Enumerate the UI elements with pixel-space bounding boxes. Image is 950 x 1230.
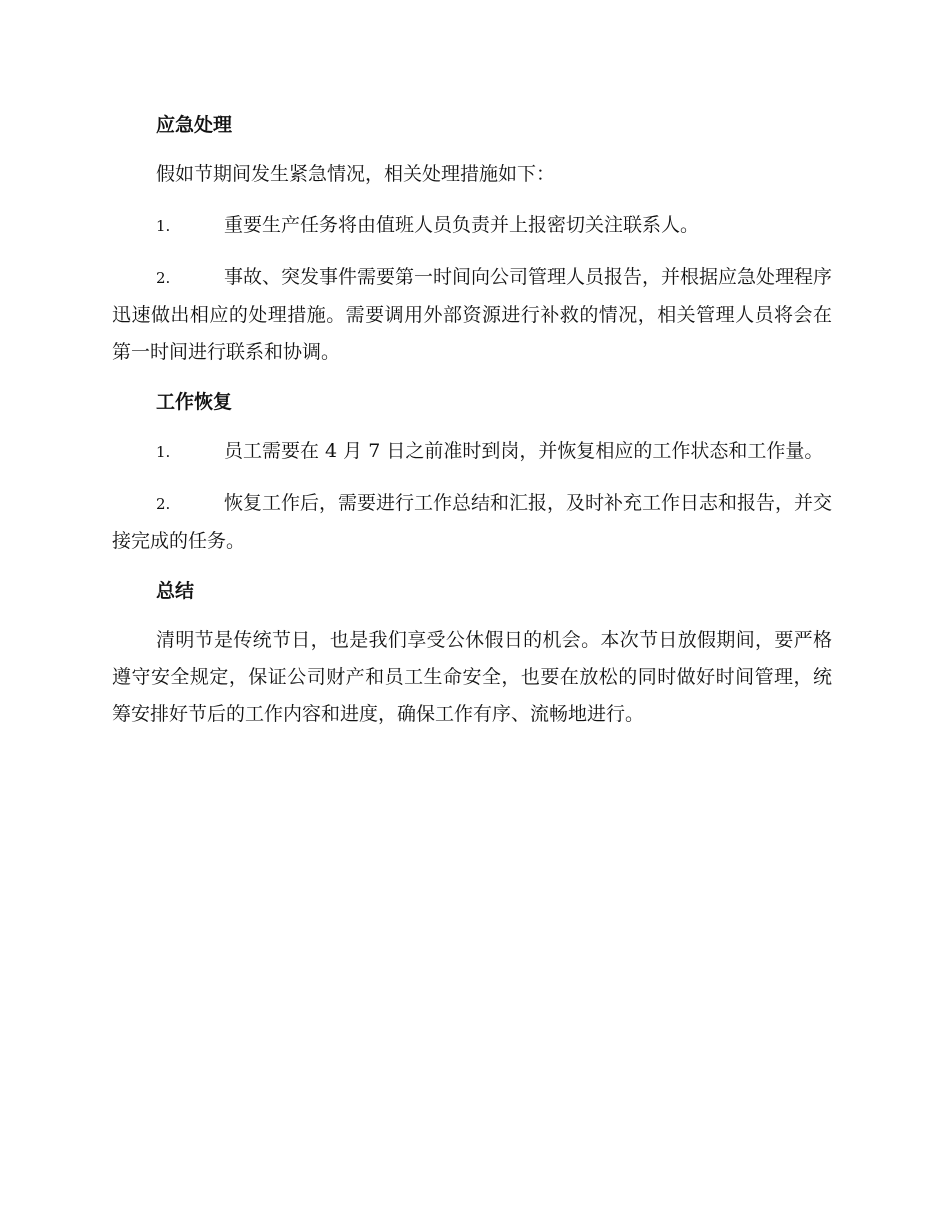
list-number: 1. (156, 217, 171, 235)
list-number: 1. (156, 443, 171, 461)
list-item (112, 207, 832, 245)
section-intro: 假如节期间发生紧急情况，相关处理措施如下： (156, 163, 556, 185)
section-heading-emergency: 应急处理 (156, 114, 233, 136)
summary-paragraph: 清明节是传统节日，也是我们享受公休假日的机会。本次节日放假期间，要严格遵守安全规定，保证公司财产和员工生命安全，也要在放松的同时做好时间管理，统筹安排好节后的工作内容和进度，确保工作有序、流畅地进行。 (112, 629, 832, 725)
section-heading-work-resume: 工作恢复 (156, 391, 233, 413)
section-heading-summary: 总结 (156, 580, 195, 602)
list-number: 2. (156, 269, 171, 287)
list-item-text: 事故、突发事件需要第一时间向公司管理人员报告，并根据应急处理程序迅速做出相应的处理措施。需要调用外部资源进行补救的情况，相关管理人员将会在第一时间进行联系和协调。 (112, 266, 833, 363)
list-item (112, 485, 832, 560)
list-item (112, 433, 832, 471)
document-page (112, 108, 832, 747)
list-item-text: 恢复工作后，需要进行工作总结和汇报，及时补充工作日志和报告，并交接完成的任务。 (112, 492, 833, 552)
list-item-text: 员工需要在 4 月 7 日之前准时到岗，并恢复相应的工作状态和工作量。 (224, 440, 824, 462)
list-number: 2. (156, 495, 171, 513)
list-item (112, 259, 832, 371)
list-item-text: 重要生产任务将由值班人员负责并上报密切关注联系人。 (224, 214, 700, 236)
